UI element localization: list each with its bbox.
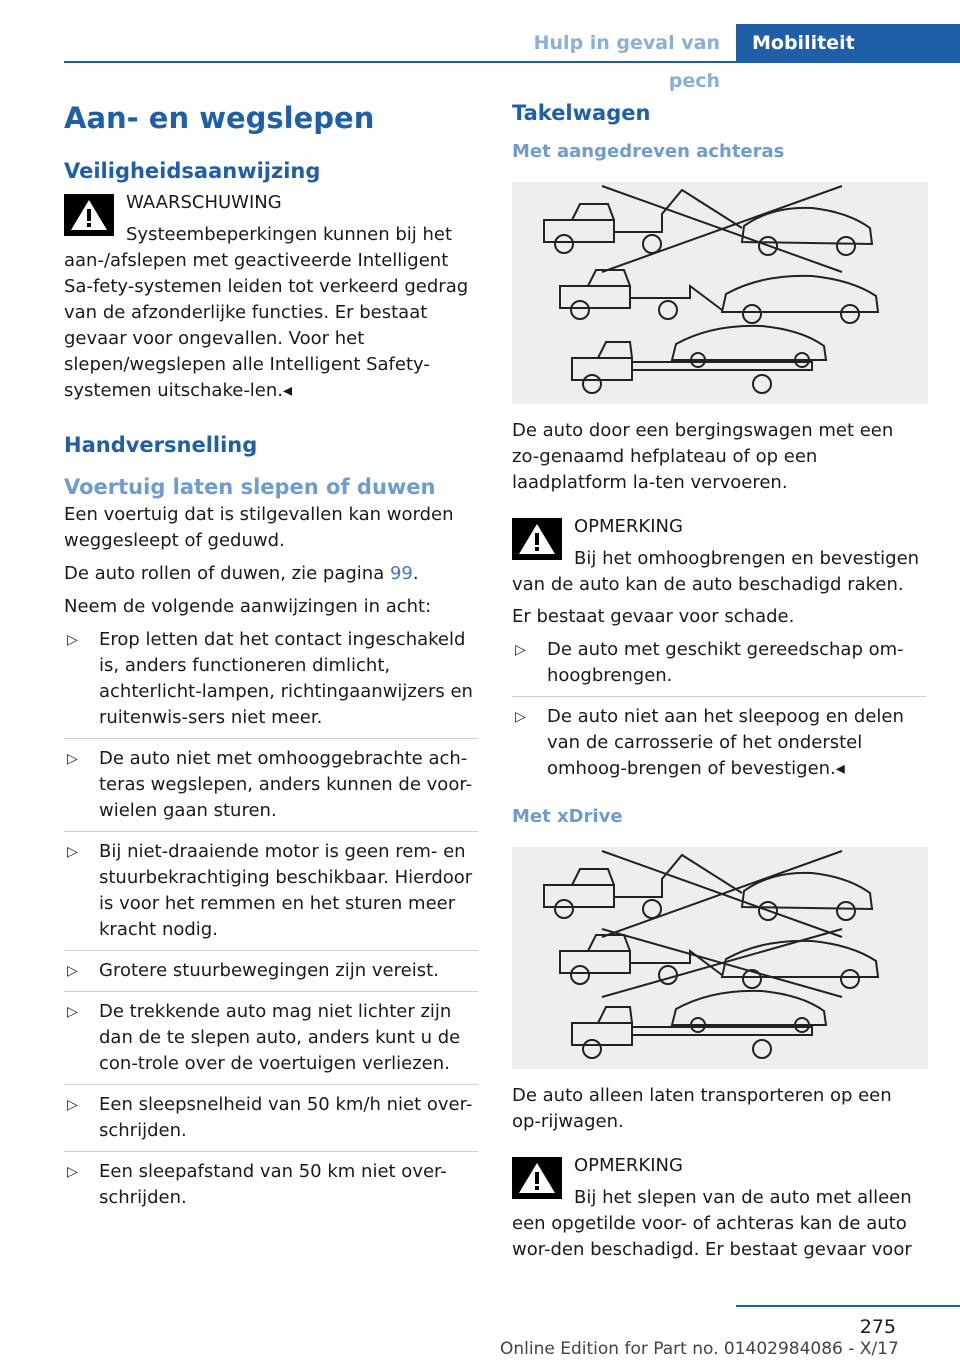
page-title: Aan- en wegslepen (64, 101, 375, 135)
right-column (512, 98, 926, 1269)
gearbox-heading: Handversnelling (64, 433, 258, 457)
tow-truck-drawing (512, 182, 928, 404)
header-rule (64, 61, 960, 63)
footer-edition: Online Edition for Part no. 01402984086 - X/17 (500, 1339, 899, 1359)
list-item (64, 992, 478, 1085)
left-column (64, 98, 478, 1218)
paragraph: Een voertuig dat is stilgevallen kan worden weggesleept of geduwd. (64, 504, 454, 551)
paragraph-text: . (412, 563, 419, 584)
footer-rule (736, 1305, 960, 1307)
tow-heading: Voertuig laten slepen of duwen (64, 475, 436, 499)
list-item-text: De auto niet met omhooggebrachte ach-teras wegslepen, anders kunnen de voor-wielen gaan sturen. (99, 748, 473, 821)
list-item-text: Een sleepafstand van 50 km niet over-schrijden. (99, 1161, 447, 1208)
bullet-marker-icon: ▷ (67, 1004, 78, 1020)
list-item (64, 951, 478, 992)
paragraph: Neem de volgende aanwijzingen in acht: (64, 596, 432, 617)
instruction-list (64, 620, 478, 1218)
paragraph-with-link (64, 561, 478, 587)
warning-triangle-icon (64, 194, 114, 236)
warning-triangle-icon (512, 1157, 562, 1199)
list-item (64, 1085, 478, 1152)
list-item (64, 739, 478, 832)
bullet-marker-icon: ▷ (67, 1164, 78, 1180)
warning-title: WAARSCHUWING (126, 192, 282, 213)
paragraph: De auto door een bergingswagen met een zo-genaamd hefplateau of op een laadplatform la-ten vervoeren. (512, 420, 894, 493)
paragraph: De auto alleen laten transporteren op een op-rijwagen. (512, 1085, 892, 1132)
list-item-text: De trekkende auto mag niet lichter zijn dan de te slepen auto, anders kunt u de con-trole over de voertuigen verliezen. (99, 1001, 461, 1074)
list-item-text: Erop letten dat het contact ingeschakeld is, anders functioneren dimlicht, achterlicht-lampen, richtingaanwijzers en ruitenwis-sers niet meer. (99, 629, 473, 728)
tow-truck-drawing (512, 847, 928, 1069)
note-title: OPMERKING (574, 1155, 683, 1176)
list-item (512, 697, 926, 789)
subsection-rear-drive: Met aangedreven achteras (512, 141, 785, 162)
header-chapter-tab: Mobiliteit (736, 24, 960, 62)
list-item (64, 620, 478, 739)
paragraph: Er bestaat gevaar voor schade. (512, 606, 795, 627)
page-link[interactable]: 99 (389, 563, 413, 584)
list-item (64, 1152, 478, 1218)
section-title: Takelwagen (512, 101, 651, 125)
warning-triangle-icon (512, 518, 562, 560)
bullet-marker-icon: ▷ (67, 632, 78, 648)
bullet-marker-icon: ▷ (67, 1097, 78, 1113)
page-number: 275 (859, 1316, 896, 1338)
paragraph-text: De auto rollen of duwen, zie pagina (64, 563, 390, 584)
safety-heading: Veiligheidsaanwijzing (64, 159, 321, 183)
note-box (512, 514, 926, 598)
list-item-text: Grotere stuurbewegingen zijn vereist. (99, 960, 439, 981)
note-text: Bij het slepen van de auto met alleen een opgetilde voor- of achteras kan de auto wor-den beschadigd. Er bestaat gevaar voor (512, 1187, 912, 1260)
bullet-marker-icon: ▷ (67, 844, 78, 860)
towing-illustration-rear-drive (512, 182, 928, 404)
list-item-text: Een sleepsnelheid van 50 km/h niet over-schrijden. (99, 1094, 473, 1141)
bullet-marker-icon: ▷ (515, 709, 526, 725)
instruction-list (512, 630, 926, 789)
warning-box (64, 190, 478, 404)
note-box (512, 1153, 926, 1263)
warning-text: Systeembeperkingen kunnen bij het aan-/afslepen met geactiveerde Intelligent Sa-fety-systemen leiden tot verkeerd gedrag van de afzonderlijke functies. Er bestaat gevaar voor ongevallen. Voor het slepen/wegslepen alle Intelligent Safety-systemen uitschake-len.◂ (64, 224, 469, 401)
list-item-text: De auto met geschikt gereedschap om-hoogbrengen. (547, 639, 904, 686)
bullet-marker-icon: ▷ (67, 963, 78, 979)
bullet-marker-icon: ▷ (515, 642, 526, 658)
note-text: Bij het omhoogbrengen en bevestigen van de auto kan de auto beschadigd raken. (512, 548, 920, 595)
list-item (512, 630, 926, 697)
list-item-text: De auto niet aan het sleepoog en delen van de carrosserie of het onderstel omhoog-brengen of bevestigen.◂ (547, 706, 904, 779)
bullet-marker-icon: ▷ (67, 751, 78, 767)
header-section: Hulp in geval van pech (533, 32, 720, 92)
list-item-text: Bij niet-draaiende motor is geen rem- en stuurbekrachtiging beschikbaar. Hierdoor is voor het remmen en het sturen meer kracht nodig. (99, 841, 473, 940)
list-item (64, 832, 478, 951)
note-title: OPMERKING (574, 516, 683, 537)
subsection-xdrive: Met xDrive (512, 806, 623, 827)
towing-illustration-xdrive (512, 847, 928, 1069)
